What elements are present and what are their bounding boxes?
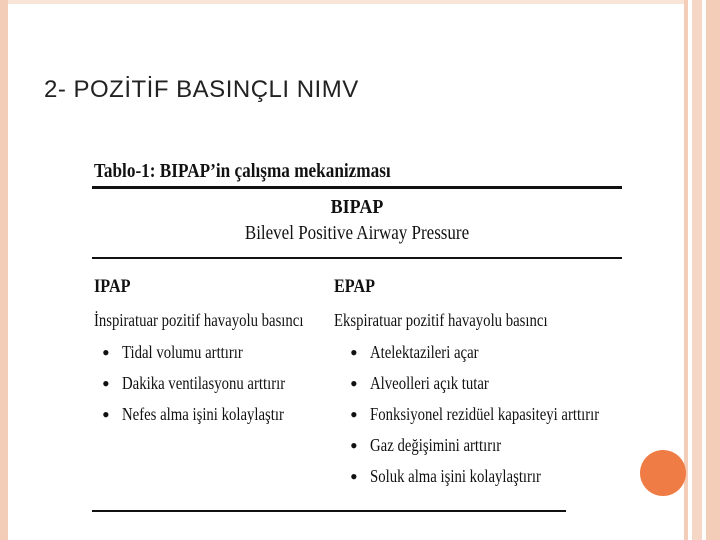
column-subhead-epap: Ekspiratuar pozitif havayolu basıncı xyxy=(334,310,548,330)
slide-left-border xyxy=(0,0,8,540)
table-caption: Tablo-1: BIPAP’in çalışma mekanizması xyxy=(94,160,391,182)
bullet-icon: • xyxy=(350,340,358,365)
bullet-icon: • xyxy=(350,371,358,396)
table-header-main: BIPAP xyxy=(330,196,384,218)
scanned-table: Tablo-1: BIPAP’in çalışma mekanizması BIPAP Bilevel Positive Airway Pressure IPAP İnspiratuar pozitif havayolu basıncı • Tidal volumu arttırır • Dakika ventilasyonu arttırır • Nefes alma işini kolaylaştır EPAP Ekspiratuar pozitif havayolu basıncı • Atelektazileri açar • Alveolleri açık tutar • Fonksiyonel rezidüel kapasiteyi arttırır • Gaz değişimini arttırır • Soluk alma işini kolaylaştırır xyxy=(92,156,624,516)
table-header-sub: Bilevel Positive Airway Pressure xyxy=(244,222,470,244)
table-rule-middle xyxy=(92,257,622,259)
bullet-icon: • xyxy=(350,433,358,458)
slide-right-border-2 xyxy=(692,0,702,540)
column-subhead-ipap: İnspiratuar pozitif havayolu basıncı xyxy=(94,310,304,330)
bullet-icon: • xyxy=(102,371,110,396)
bullet-icon: • xyxy=(350,402,358,427)
slide-right-border-1 xyxy=(684,0,688,540)
slide-title: 2- POZİTİF BASINÇLI NIMV xyxy=(44,76,359,103)
table-rule-top xyxy=(92,186,622,189)
table-rule-bottom xyxy=(92,510,566,512)
column-head-ipap: IPAP xyxy=(94,276,131,297)
bullet-icon: • xyxy=(350,464,358,489)
column-head-epap: EPAP xyxy=(334,276,375,297)
slide-top-border xyxy=(0,0,688,4)
bullet-icon: • xyxy=(102,402,110,427)
decorative-circle-icon xyxy=(640,450,686,496)
bullet-icon: • xyxy=(102,340,110,365)
slide-right-border-3 xyxy=(706,0,720,540)
